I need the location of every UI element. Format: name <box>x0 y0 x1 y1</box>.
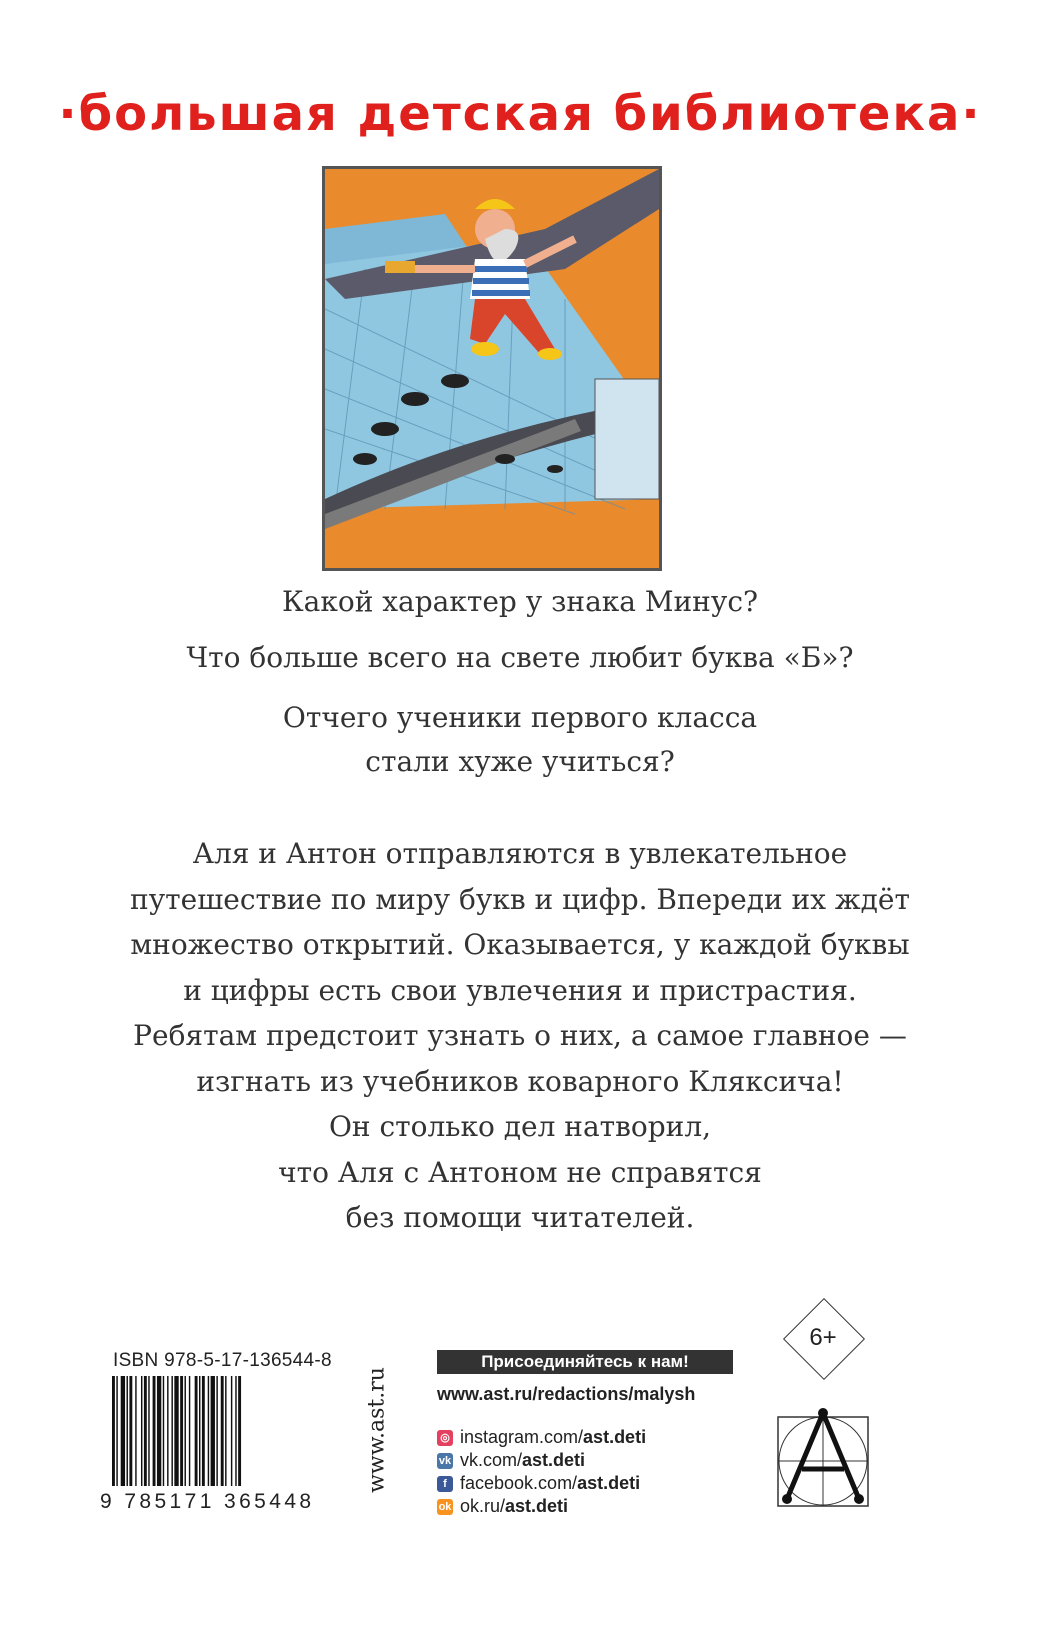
social-link-vk[interactable] <box>437 1449 646 1472</box>
ok-icon: ok <box>438 1500 452 1513</box>
description-line: Он столько дел натворил, <box>328 1110 712 1143</box>
question-2: Что больше всего на свете любит буква «Б»? <box>186 641 854 674</box>
series-title: ·большая детская библиотека· <box>58 86 982 142</box>
facebook-icon: f <box>437 1476 453 1492</box>
isbn: ISBN 978-5-17-136544-8 <box>113 1350 332 1371</box>
social-link-facebook[interactable] <box>437 1472 646 1495</box>
social-link-ok[interactable] <box>437 1495 646 1518</box>
description-line: Ребятам предстоит узнать о них, а самое главное — <box>133 1019 907 1052</box>
description-line: без помощи читателей. <box>345 1201 695 1234</box>
social-prefix: facebook.com/ <box>460 1473 578 1493</box>
cover-illustration <box>322 166 662 571</box>
question-3-line-1: Отчего ученики первого класса <box>282 701 758 734</box>
ast-url-vertical <box>360 1350 394 1510</box>
description-line: изгнать из учебников коварного Кляксича! <box>196 1064 844 1098</box>
barcode <box>112 1376 322 1486</box>
site-url[interactable]: www.ast.ru/redactions/malysh <box>437 1384 696 1404</box>
join-us-banner: Присоединяйтесь к нам! <box>437 1350 733 1374</box>
barcode-digits: 9 785171 365448 <box>100 1490 315 1513</box>
description-line: что Аля с Антоном не справятся <box>278 1155 762 1189</box>
social-prefix: ok.ru/ <box>460 1496 506 1516</box>
age-rating: 6+ <box>809 1324 837 1351</box>
description-line: и цифры есть свои увлечения и пристрастия. <box>183 973 857 1007</box>
publisher-logo-icon <box>777 1403 869 1507</box>
description-line: путешествие по миру букв и цифр. Впереди их ждёт <box>130 882 910 916</box>
description <box>0 831 1040 1241</box>
social-handle: ast.deti <box>577 1473 641 1493</box>
age-rating-badge <box>783 1298 863 1378</box>
social-handle: ast.deti <box>583 1427 647 1447</box>
social-links <box>437 1426 646 1518</box>
description-line: множество открытий. Оказывается, у каждой буквы <box>130 928 910 961</box>
question-3-line-2: стали хуже учиться? <box>365 745 675 778</box>
ast-url: www.ast.ru <box>364 1367 390 1493</box>
social-handle: ast.deti <box>522 1450 586 1470</box>
vk-icon: vk <box>438 1454 452 1467</box>
social-prefix: vk.com/ <box>460 1450 523 1470</box>
instagram-icon: ◎ <box>437 1430 453 1446</box>
question-1: Какой характер у знака Минус? <box>281 585 759 618</box>
social-link-instagram[interactable] <box>437 1426 646 1449</box>
social-prefix: instagram.com/ <box>460 1427 584 1447</box>
social-handle: ast.deti <box>505 1496 569 1516</box>
description-line: Аля и Антон отправляются в увлекательное <box>192 837 848 870</box>
